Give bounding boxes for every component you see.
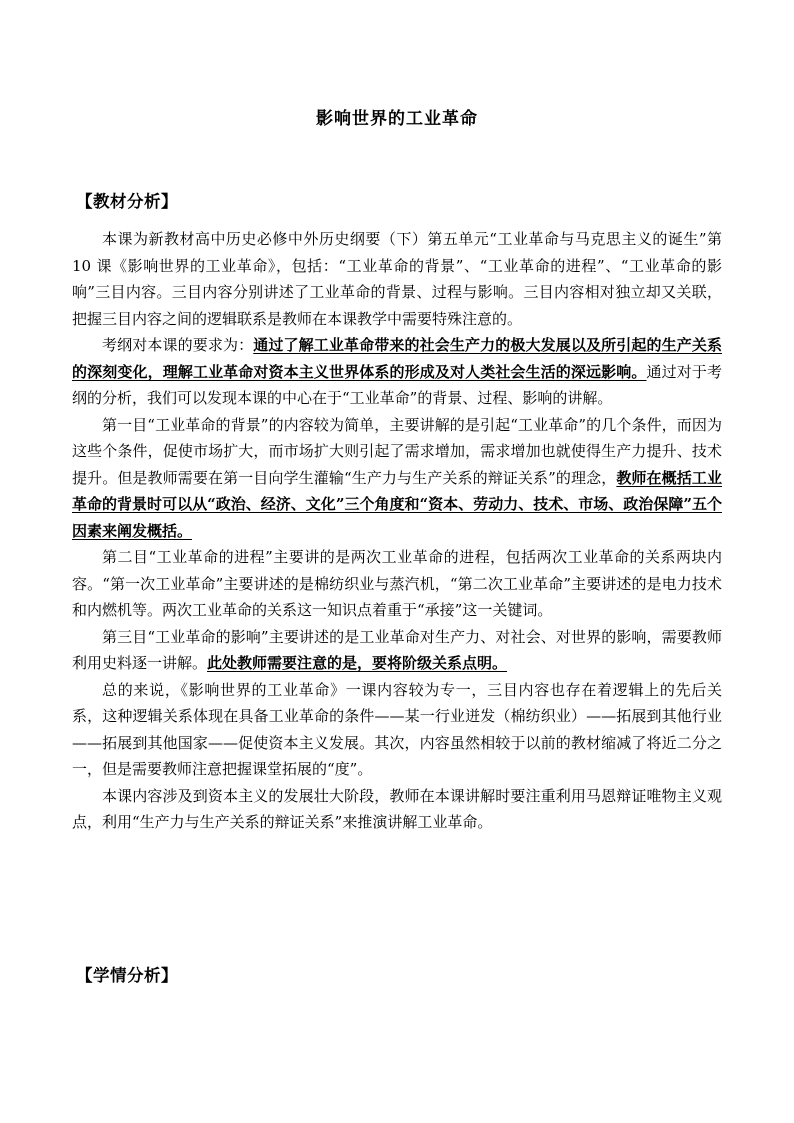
paragraph-1: 本课为新教材高中历史必修中外历史纲要（下）第五单元“工业革命与马克思主义的诞生”第 10 课《影响世界的工业革命》，包括：“工业革命的背景”、“工业革命的进程”、“工业革命的影响”三目内容。三目内容分别讲述了工业革命的背景、过程与影响。三目内容相对独立却又关联，把握三目内容之间的逻辑联系是教师在本课教学中需要特殊注意的。: [72, 230, 722, 328]
textbook-analysis-body: [72, 226, 722, 836]
paragraph-2-tail: 通过对于考纲的分析，我们可以发现本课的中心在于“工业革命”的背景、过程、影响的讲解。: [72, 362, 722, 407]
paragraph-7: 本课内容涉及到资本主义的发展壮大阶段，教师在本课讲解时要注重利用马恩辩证唯物主义观点，利用“生产力与生产关系的辩证关系”来推演讲解工业革命。: [72, 786, 722, 831]
paragraph-5: [72, 624, 722, 677]
paragraph-5-emphasis: 此处教师需要注意的是，要将阶级关系点明。: [207, 654, 508, 672]
paragraph-5-lead: 第三目“工业革命的影响”主要讲述的是工业革命对生产力、对社会、对世界的影响，需要教师利用史料逐一讲解。: [72, 627, 722, 672]
document-title: 影响世界的工业革命: [316, 109, 478, 129]
paragraph-4: 第二目“工业革命的进程”主要讲的是两次工业革命的进程，包括两次工业革命的关系两块内容。“第一次工业革命”主要讲述的是棉纺织业与蒸汽机，“第二次工业革命”主要讲述的是电力技术和内燃机等。两次工业革命的关系这一知识点着重于“承接”这一关键词。: [72, 548, 722, 619]
paragraph-6: 总的来说，《影响世界的工业革命》一课内容较为专一，三目内容也存在着逻辑上的先后关系，这种逻辑关系体现在具备工业革命的条件——某一行业迸发（棉纺织业）——拓展到其他行业——拓展到其他国家——促使资本主义发展。其次，内容虽然相较于以前的教材缩减了将近二分之一，但是需要教师注意把握课堂拓展的“度”。: [72, 680, 722, 778]
section-heading-student-analysis: 【学情分析】: [76, 966, 178, 985]
paragraph-2-lead: 考纲对本课的要求为：: [102, 336, 254, 354]
paragraph-3-emphasis: 教师在概括工业革命的背景时可以从“政治、经济、文化”三个角度和“资本、劳动力、技术、市场、政治保障”五个因素来阐发概括。: [72, 468, 722, 540]
section-heading-textbook-analysis: 【教材分析】: [76, 192, 178, 211]
paragraph-3-lead: 第一目“工业革命的背景”的内容较为简单，主要讲解的是引起“工业革命”的几个条件，而因为这些个条件，促使市场扩大，而市场扩大则引起了需求增加，需求增加也就使得生产力提升、技术提升。但是教师需要在第一目向学生灌输“生产力与生产关系的辩证关系”的理念，: [72, 415, 722, 487]
paragraph-2: [72, 332, 722, 412]
paragraph-2-emphasis: 通过了解工业革命带来的社会生产力的极大发展以及所引起的生产关系的深刻变化，理解工业革命对资本主义世界体系的形成及对人类社会生活的深远影响。: [72, 336, 722, 381]
paragraph-3: [72, 412, 722, 545]
